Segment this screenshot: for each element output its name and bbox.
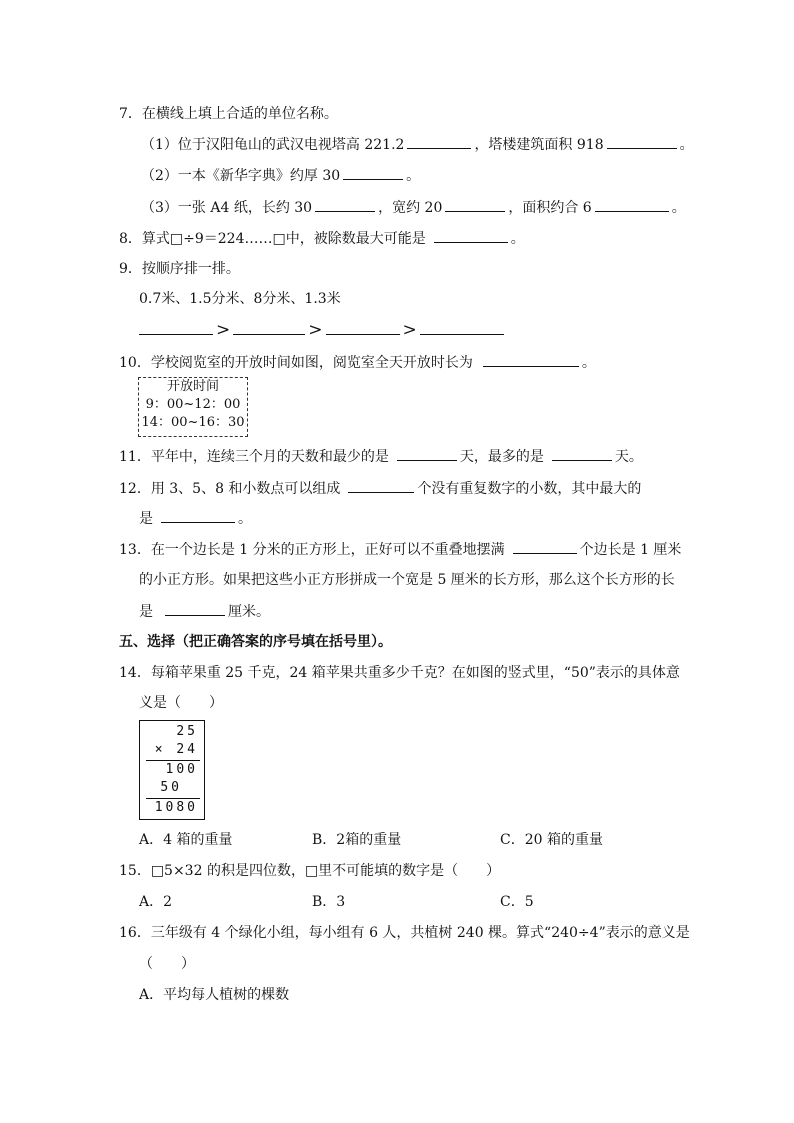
- calc-row: × 24: [154, 742, 198, 757]
- opening-hours-row: 9：00~12：00: [145, 397, 241, 412]
- q9-order-row: [139, 320, 507, 341]
- answer-blank[interactable]: [483, 352, 579, 367]
- q7-part3: （3）一张 A4 纸，长约 30 ，宽约 20 ，面积约合 6 。: [141, 197, 686, 218]
- q12-line2: 是 。: [139, 508, 252, 529]
- answer-blank[interactable]: [552, 446, 612, 461]
- q14-option-b[interactable]: B．2箱的重量: [312, 832, 402, 848]
- q13-line3: 是 厘米。: [139, 601, 270, 622]
- q15-stem: 15．□5×32 的积是四位数，□里不可能填的数字是（ ）: [119, 863, 501, 879]
- calc-row: 50: [160, 780, 182, 795]
- answer-blank[interactable]: [420, 320, 504, 335]
- answer-blank[interactable]: [595, 197, 669, 212]
- q12-line1: 12．用 3、5、8 和小数点可以组成 个没有重复数字的小数，其中最大的: [119, 478, 641, 499]
- answer-blank[interactable]: [233, 320, 305, 335]
- q13-line2: 的小正方形。如果把这些小正方形拼成一个宽是 5 厘米的长方形，那么这个长方形的长: [139, 572, 675, 588]
- answer-blank[interactable]: [343, 165, 403, 180]
- calc-row: 25: [176, 724, 198, 739]
- q11: 11．平年中，连续三个月的天数和最少的是 天，最多的是 天。: [119, 446, 643, 467]
- answer-blank[interactable]: [161, 508, 235, 523]
- answer-blank[interactable]: [315, 197, 375, 212]
- q13-line1: 13．在一个边长是 1 分米的正方形上，正好可以不重叠地摆满 个边长是 1 厘米: [119, 539, 681, 560]
- calc-row: 1080: [154, 800, 198, 815]
- answer-blank[interactable]: [434, 228, 508, 243]
- calc-row: 100: [165, 762, 198, 777]
- greater-than-sign: >: [308, 320, 323, 340]
- q15-option-a[interactable]: A．2: [139, 894, 173, 910]
- q16-option-a[interactable]: A．平均每人植树的棵数: [139, 987, 290, 1003]
- opening-hours-box: [138, 377, 248, 437]
- section-heading: 五、选择（把正确答案的序号填在括号里）。: [119, 634, 392, 650]
- q9-items: 0.7米、1.5分米、8分米、1.3米: [139, 291, 341, 307]
- answer-blank[interactable]: [513, 539, 577, 554]
- q10: 10．学校阅览室的开放时间如图，阅览室全天开放时长为 。: [119, 352, 596, 373]
- answer-blank[interactable]: [397, 446, 457, 461]
- answer-blank[interactable]: [607, 134, 677, 149]
- q14-line1: 14．每箱苹果重 25 千克，24 箱苹果共重多少千克？在如图的竖式里，“50”表示的具体意: [119, 665, 680, 681]
- answer-blank[interactable]: [165, 601, 225, 616]
- vertical-multiplication: [139, 720, 205, 820]
- opening-hours-title: 开放时间: [166, 379, 219, 394]
- q7-part2: （2）一本《新华字典》约厚 30 。: [141, 165, 420, 186]
- q8: 8．算式□÷9＝224……□中，被除数最大可能是 。: [119, 228, 525, 249]
- q9-stem: 9．按顺序排一排。: [119, 261, 240, 277]
- q16-line1: 16．三年级有 4 个绿化小组，每小组有 6 人，共植树 240 棵。算式“240÷4”表示的意义是: [119, 925, 690, 941]
- answer-blank[interactable]: [139, 320, 213, 335]
- answer-blank[interactable]: [326, 320, 400, 335]
- answer-blank[interactable]: [348, 478, 414, 493]
- opening-hours-row: 14：00~16：30: [141, 415, 245, 430]
- q16-line2: （ ）: [139, 956, 195, 972]
- q15-option-b[interactable]: B．3: [312, 894, 346, 910]
- q14-line2: 义是（ ）: [139, 695, 223, 711]
- answer-blank[interactable]: [445, 197, 505, 212]
- q7-part1: （1）位于汉阳龟山的武汉电视塔高 221.2 ，塔楼建筑面积 918 。: [141, 134, 694, 155]
- greater-than-sign: >: [402, 320, 417, 340]
- answer-blank[interactable]: [407, 134, 471, 149]
- q15-option-c[interactable]: C．5: [500, 894, 534, 910]
- greater-than-sign: >: [216, 320, 231, 340]
- q14-option-c[interactable]: C．20 箱的重量: [500, 832, 603, 848]
- q14-option-a[interactable]: A．4 箱的重量: [139, 832, 233, 848]
- q7-stem: 7．在横线上填上合适的单位名称。: [119, 106, 338, 122]
